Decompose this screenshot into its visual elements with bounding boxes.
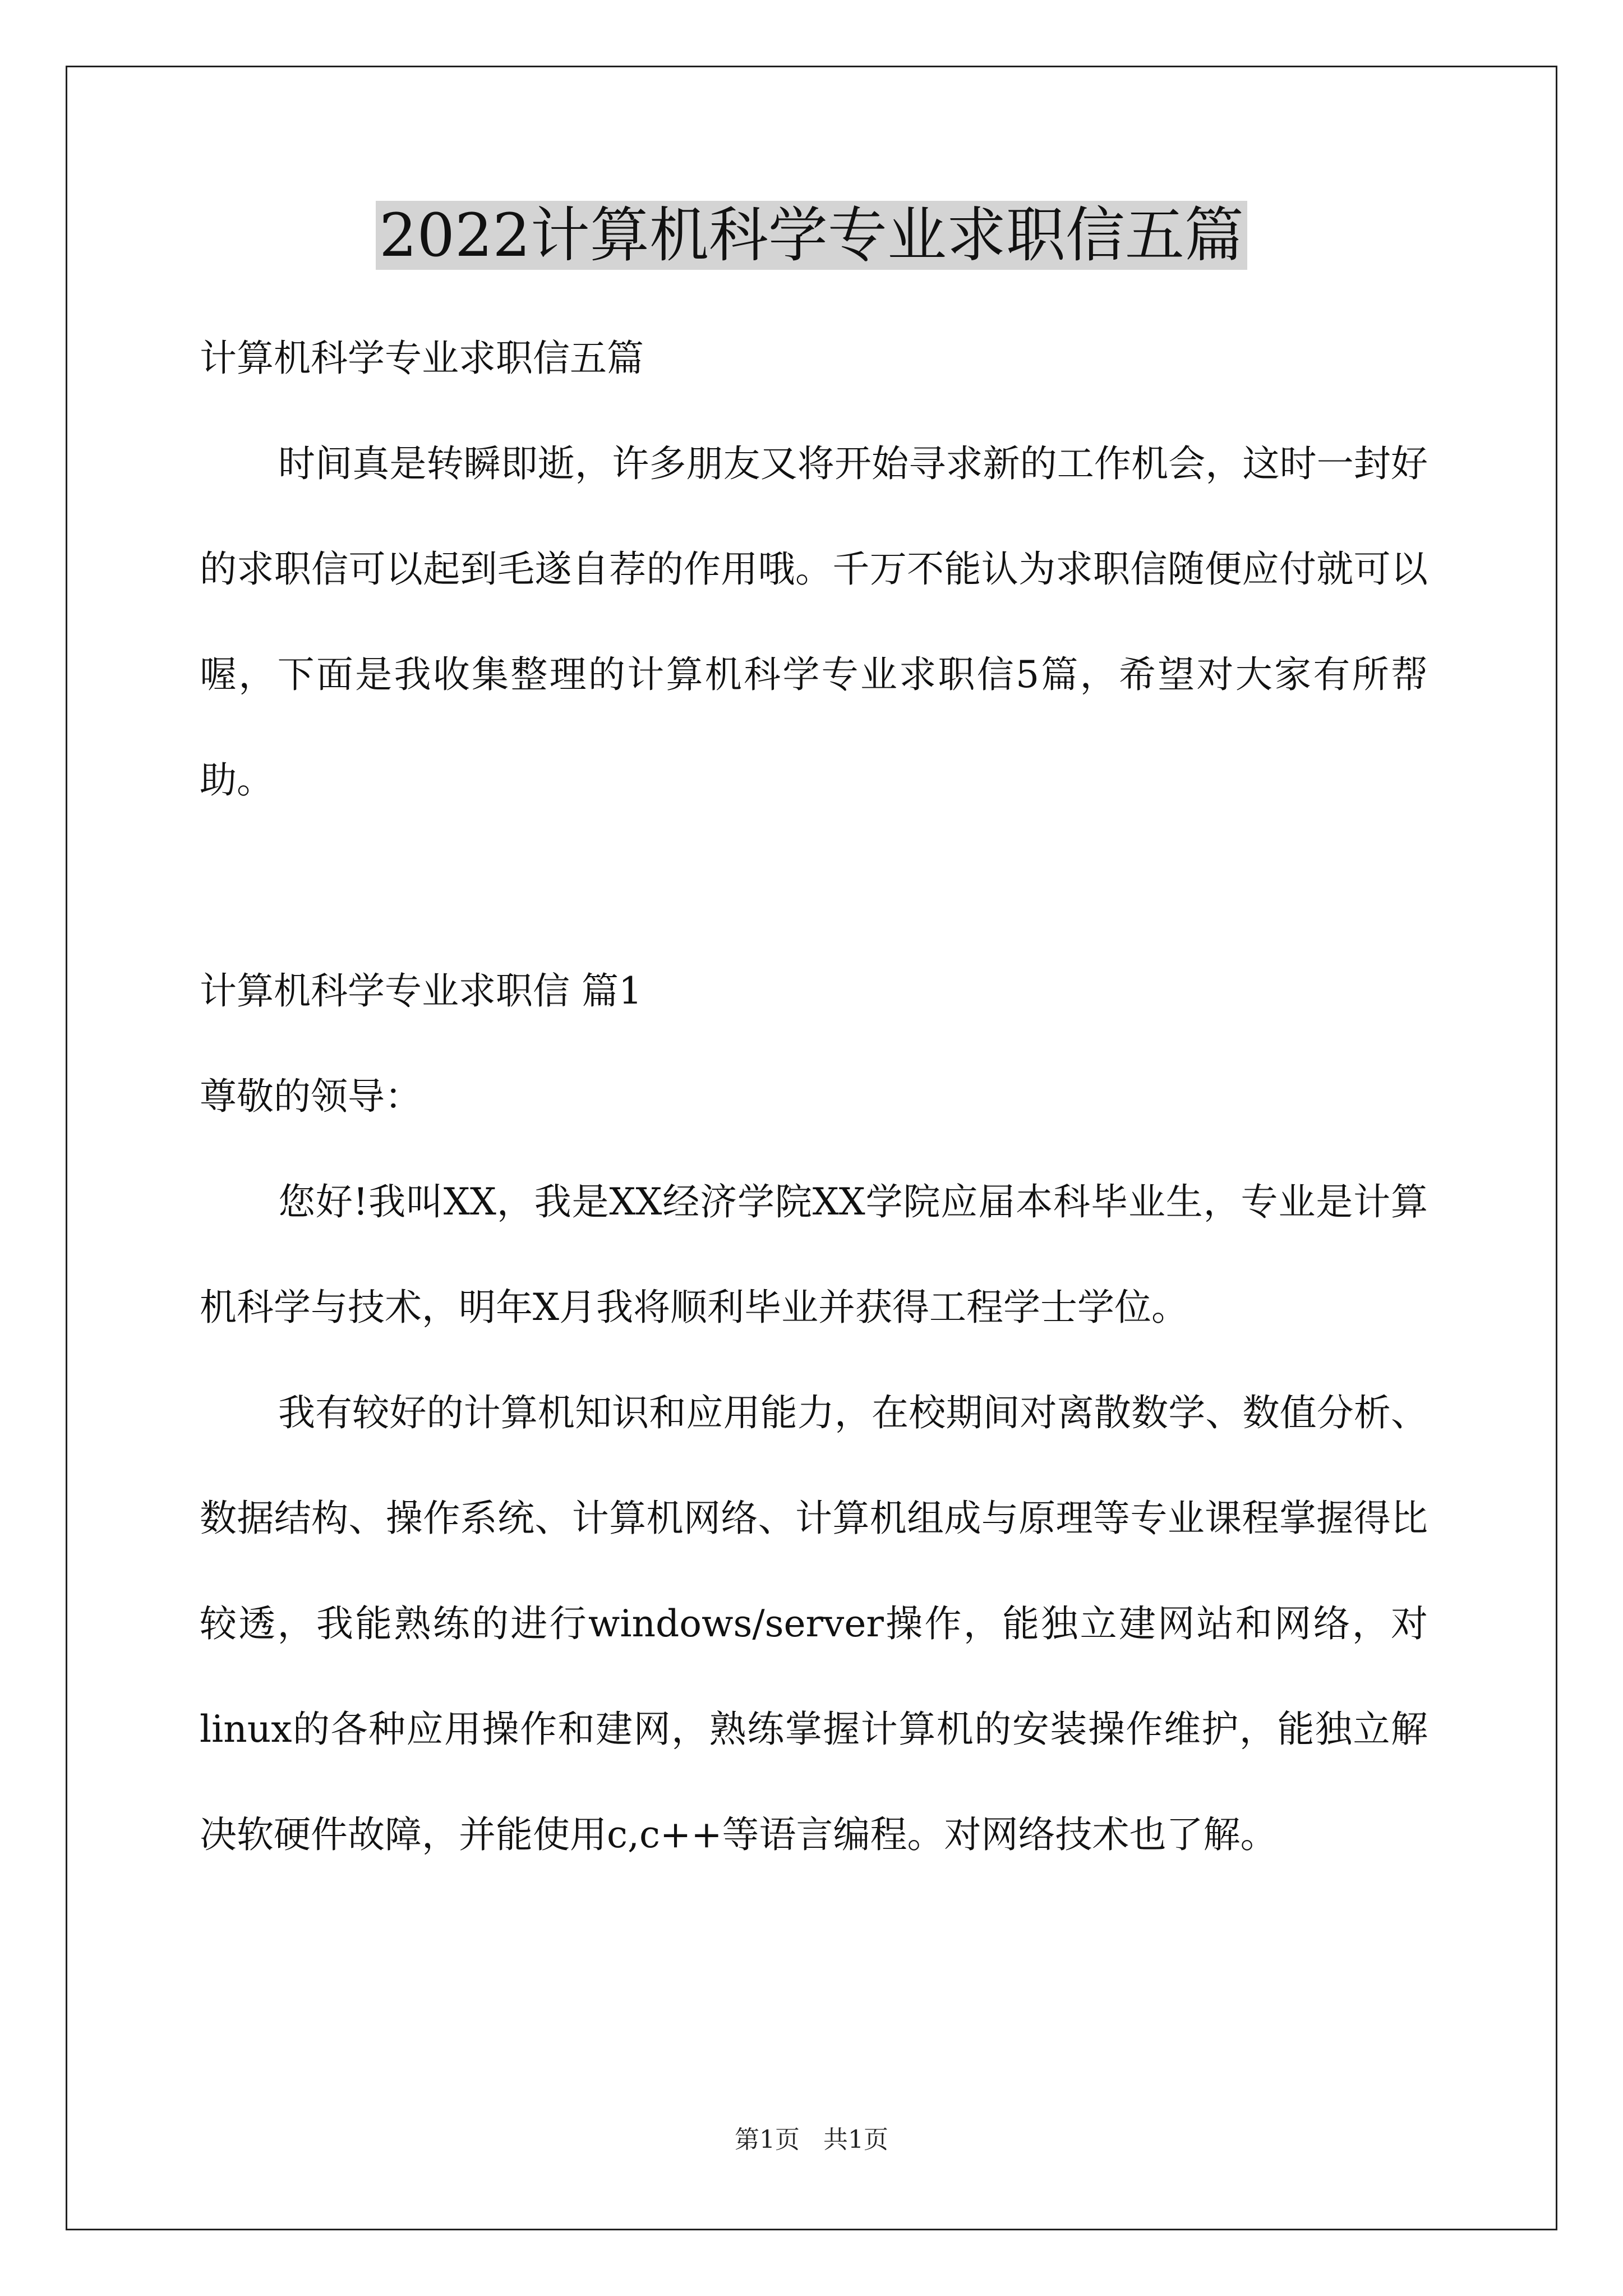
- page-number-total: 共1页: [823, 2125, 888, 2154]
- page-number-current: 第1页: [735, 2125, 800, 2154]
- document-subtitle: 计算机科学专业求职信五篇: [200, 337, 644, 380]
- document-title: [0, 197, 1623, 273]
- intro-paragraph: 时间真是转瞬即逝，许多朋友又将开始寻求新的工作机会，这时一封好的求职信可以起到毛遂自荐的作用哦。千万不能认为求职信随便应付就可以喔，下面是我收集整理的计算机科学专业求职信5篇，希望对大家有所帮助。: [200, 442, 1428, 802]
- section-spacer: [200, 833, 1428, 938]
- body-paragraph: 您好!我叫XX，我是XX经济学院XX学院应届本科毕业生，专业是计算机科学与技术，明年X月我将顺利毕业并获得工程学士学位。: [200, 1180, 1428, 1329]
- page-footer: [0, 2123, 1623, 2157]
- salutation: 尊敬的领导：: [200, 1075, 422, 1118]
- document-title-text: 2022计算机科学专业求职信五篇: [376, 201, 1247, 270]
- body-paragraph: 我有较好的计算机知识和应用能力，在校期间对离散数学、数值分析、数据结构、操作系统、计算机网络、计算机组成与原理等专业课程掌握得比较透，我能熟练的进行windows/server操作，能独立建网站和网络，对linux的各种应用操作和建网，熟练掌握计算机的安装操作维护，能独立解决软硬件故障，并能使用c,c++等语言编程。对网络技术也了解。: [200, 1391, 1428, 1856]
- section-heading: 计算机科学专业求职信 篇1: [200, 969, 642, 1013]
- document-body: [200, 306, 1428, 1888]
